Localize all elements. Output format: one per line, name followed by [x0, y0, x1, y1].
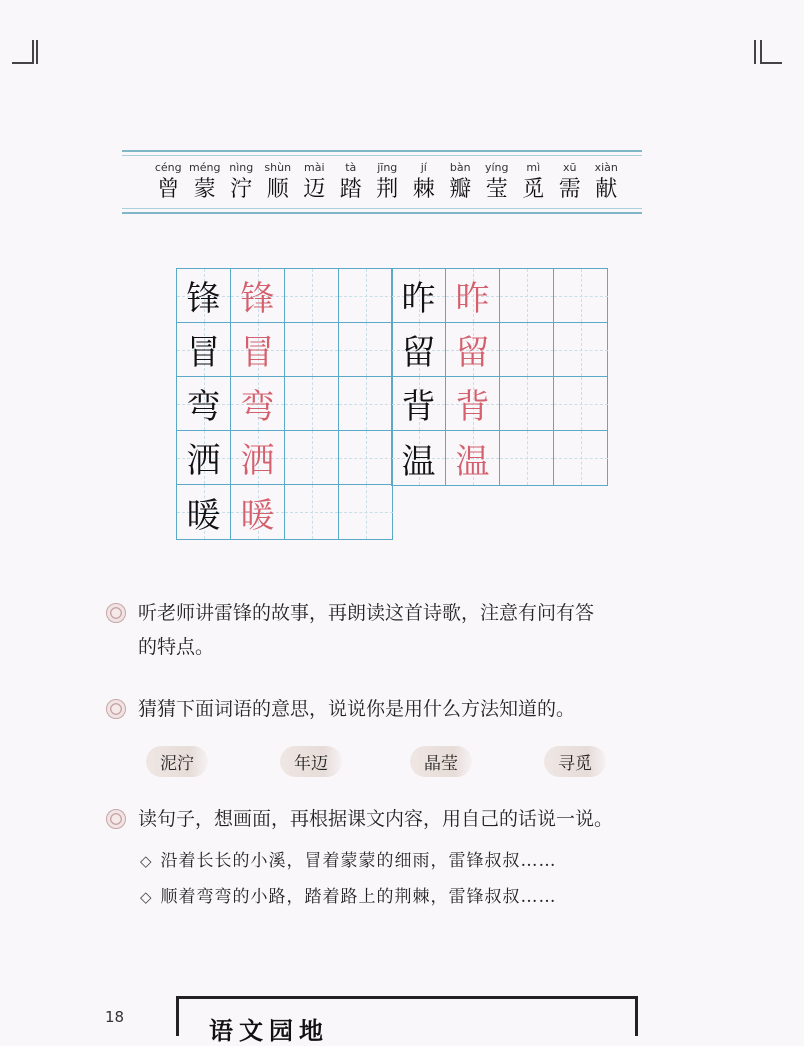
vocabulary-character: 觅	[522, 177, 545, 202]
vocabulary-pinyin: bàn	[449, 161, 471, 174]
vocabulary-character: 顺	[266, 177, 289, 202]
vocabulary-item	[187, 160, 224, 204]
vocabulary-item	[296, 160, 333, 204]
diamond-bullet-icon: ◇	[140, 888, 153, 906]
vocabulary-character: 莹	[485, 177, 508, 202]
vocabulary-pinyin: mì	[526, 161, 541, 174]
vocabulary-item	[223, 160, 260, 204]
writing-grid-left	[176, 268, 393, 540]
practice-cell	[500, 323, 554, 377]
practice-cell	[554, 269, 608, 323]
vocabulary-item	[442, 160, 479, 204]
model-character-cell	[392, 269, 446, 323]
vocabulary-character: 需	[558, 177, 581, 202]
crop-mark-top-right	[760, 40, 782, 64]
vocabulary-pinyin: jīng	[377, 161, 398, 174]
diamond-bullet-icon: ◇	[140, 852, 153, 870]
model-character: 暖	[186, 495, 221, 536]
vocabulary-pinyin: jí	[420, 161, 427, 174]
trace-character-cell	[446, 269, 500, 323]
exercise-1-text: 听老师讲雷锋的故事，再朗读这首诗歌，注意有问有答 的特点。	[138, 602, 595, 658]
model-character: 昨	[401, 279, 436, 319]
trace-character-cell	[446, 323, 500, 377]
vocabulary-pinyin: nìng	[229, 161, 254, 174]
example-sentence: ◇ 沿着长长的小溪，冒着蒙蒙的细雨，雷锋叔叔……	[140, 851, 557, 871]
trace-character: 背	[455, 387, 490, 427]
crop-mark-top-left	[12, 40, 34, 64]
practice-cell	[285, 431, 339, 485]
vocabulary-item	[515, 160, 552, 204]
trace-character-cell	[231, 485, 285, 539]
word-chip: 年迈	[280, 746, 342, 777]
practice-cell	[500, 269, 554, 323]
trace-character-cell	[446, 377, 500, 431]
vocabulary-pinyin: tà	[345, 161, 357, 174]
vocabulary-character: 蒙	[193, 177, 216, 202]
vocabulary-character: 棘	[412, 177, 435, 202]
example-sentence: ◇ 顺着弯弯的小路，踏着路上的荆棘，雷锋叔叔……	[140, 887, 557, 907]
vocabulary-character: 瓣	[449, 177, 472, 202]
section-heading-box	[176, 996, 638, 1045]
page-number: 18	[105, 1008, 125, 1026]
vocabulary-item	[260, 160, 297, 204]
exercise-bullet-icon	[106, 699, 126, 719]
practice-cell	[500, 377, 554, 431]
practice-cell	[285, 269, 339, 323]
vocabulary-pinyin: shùn	[264, 161, 292, 174]
model-character-cell	[392, 323, 446, 377]
vocabulary-item	[333, 160, 370, 204]
trace-character: 锋	[240, 279, 275, 319]
practice-cell	[285, 323, 339, 377]
word-chip: 泥泞	[146, 746, 208, 777]
vocabulary-pinyin: xiàn	[594, 161, 618, 174]
vocabulary-item	[150, 160, 187, 204]
exercise-bullet-icon	[106, 809, 126, 829]
vocabulary-pinyin: céng	[154, 161, 182, 174]
practice-cell	[285, 485, 339, 539]
trace-character-cell	[231, 269, 285, 323]
vocabulary-character: 荆	[376, 177, 399, 202]
model-character: 留	[401, 333, 436, 373]
practice-cell	[554, 431, 608, 485]
model-character-cell	[392, 377, 446, 431]
exercise-3-text: 读句子，想画面，再根据课文内容，用自己的话说一说。	[138, 808, 614, 830]
trace-character-cell	[231, 377, 285, 431]
practice-cell	[339, 377, 393, 431]
trace-character: 洒	[240, 441, 275, 481]
exercise-bullet-icon	[106, 603, 126, 623]
model-character: 冒	[186, 333, 221, 373]
model-character-cell	[392, 431, 446, 485]
trace-character: 温	[455, 441, 490, 482]
vocabulary-list	[150, 160, 625, 204]
vocabulary-pinyin: yíng	[484, 161, 509, 174]
section-heading: 语文园地	[209, 1016, 329, 1045]
trace-character: 留	[455, 333, 490, 373]
trace-character: 昨	[455, 279, 490, 319]
vocabulary-item	[552, 160, 589, 204]
model-character: 洒	[186, 441, 221, 481]
crop-mark-top-left-outer	[36, 40, 38, 64]
trace-character: 暖	[240, 495, 275, 536]
model-character: 温	[401, 441, 436, 482]
model-character-cell	[177, 485, 231, 539]
vocabulary-pinyin: méng	[189, 161, 221, 174]
practice-cell	[339, 269, 393, 323]
practice-cell	[554, 323, 608, 377]
practice-cell	[339, 485, 393, 539]
crop-mark-top-right-outer	[754, 40, 756, 64]
model-character-cell	[177, 269, 231, 323]
vocabulary-character: 曾	[157, 177, 180, 202]
vocabulary-item	[588, 160, 625, 204]
vocabulary-item	[369, 160, 406, 204]
practice-cell	[500, 431, 554, 485]
vocabulary-character: 泞	[230, 177, 253, 202]
vocabulary-item	[479, 160, 516, 204]
model-character-cell	[177, 323, 231, 377]
practice-cell	[339, 431, 393, 485]
model-character: 锋	[186, 279, 221, 319]
trace-character-cell	[231, 323, 285, 377]
vocabulary-character: 踏	[339, 177, 362, 202]
writing-grid-right	[391, 268, 608, 486]
word-chip: 晶莹	[410, 746, 472, 777]
practice-cell	[339, 323, 393, 377]
exercise-2-text: 猜猜下面词语的意思，说说你是用什么方法知道的。	[138, 698, 576, 720]
model-character-cell	[177, 377, 231, 431]
trace-character: 弯	[240, 387, 275, 427]
practice-cell	[554, 377, 608, 431]
model-character: 背	[401, 387, 436, 427]
practice-cell	[285, 377, 339, 431]
model-character: 弯	[186, 387, 221, 427]
word-chip: 寻觅	[544, 746, 606, 777]
vocabulary-band	[122, 150, 642, 214]
vocabulary-character: 迈	[303, 177, 326, 202]
trace-character: 冒	[240, 333, 275, 373]
vocabulary-pinyin: mài	[303, 161, 325, 174]
trace-character-cell	[446, 431, 500, 485]
trace-character-cell	[231, 431, 285, 485]
vocabulary-character: 献	[595, 177, 618, 202]
model-character-cell	[177, 431, 231, 485]
vocabulary-item	[406, 160, 443, 204]
vocabulary-pinyin: xū	[563, 161, 577, 174]
